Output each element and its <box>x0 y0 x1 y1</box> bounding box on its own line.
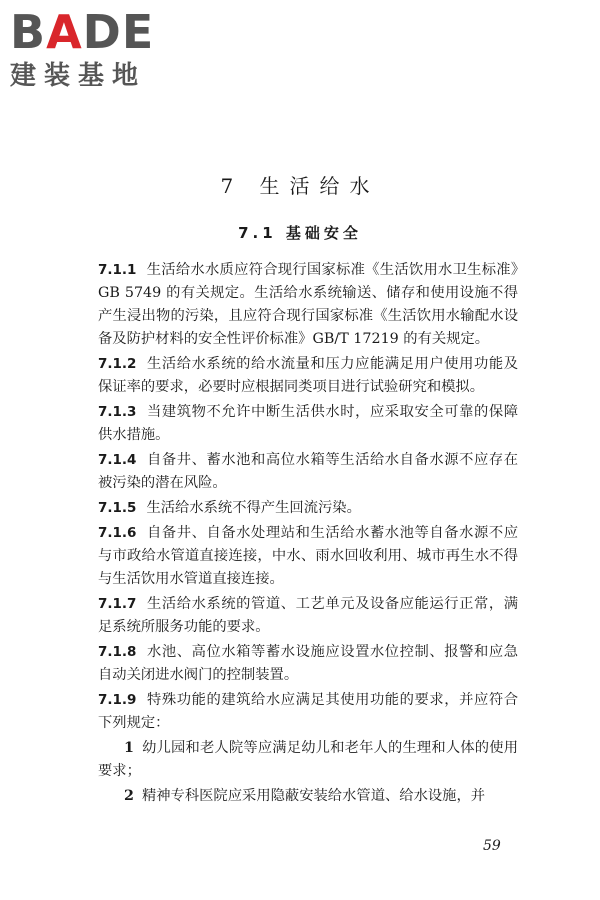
clause <box>98 401 518 447</box>
logo-wordmark: BADE <box>10 5 155 59</box>
clause <box>98 353 518 399</box>
clause-text: 生活给水系统的管道、工艺单元及设备应能运行正常，满足系统所服务功能的要求。 <box>98 596 518 635</box>
clause <box>98 449 518 495</box>
page-number: 59 <box>483 838 501 854</box>
clause-number: 7.1.1 <box>98 262 137 278</box>
clause-number: 7.1.8 <box>98 644 137 660</box>
clause-text: 自备井、自备水处理站和生活给水蓄水池等自备水源不应与市政给水管道直接连接，中水、雨水回收利用、城市再生水不得与生活饮用水管道直接连接。 <box>98 525 518 587</box>
list-item-text: 幼儿园和老人院等应满足幼儿和老年人的生理和人体的使用要求； <box>98 740 518 779</box>
list-item <box>98 737 518 783</box>
clause-text: 当建筑物不允许中断生活供水时，应采取安全可靠的保障供水措施。 <box>98 404 518 443</box>
clause-number: 7.1.5 <box>98 500 137 516</box>
clause-text: 生活给水系统不得产生回流污染。 <box>146 500 361 516</box>
list-item-number: 2 <box>124 788 134 804</box>
document-body <box>98 259 518 810</box>
clause <box>98 689 518 735</box>
clause <box>98 497 518 520</box>
clause-text: 特殊功能的建筑给水应满足其使用功能的要求，并应符合下列规定： <box>98 692 518 731</box>
clause-number: 7.1.4 <box>98 452 137 468</box>
clause-text: 生活给水系统的给水流量和压力应能满足用户使用功能及保证率的要求，必要时应根据同类项目进行试验研究和模拟。 <box>98 356 518 395</box>
chapter-title: 7 生活给水 <box>220 174 380 198</box>
list-item-number: 1 <box>124 740 134 756</box>
clause-number: 7.1.6 <box>98 525 137 541</box>
section-title: 7.1 基础安全 <box>238 224 362 242</box>
clause <box>98 593 518 639</box>
clause-text: 水池、高位水箱等蓄水设施应设置水位控制、报警和应急自动关闭进水阀门的控制装置。 <box>98 644 518 683</box>
clause-text: 生活给水水质应符合现行国家标准《生活饮用水卫生标准》GB 5749 的有关规定。生活给水系统输送、储存和使用设施不得产生浸出物的污染，且应符合现行国家标准《生活饮用水输配水设备及防护材料的安全性评价标准》GB/T 17219 的有关规定。 <box>98 262 518 347</box>
clause-number: 7.1.7 <box>98 596 137 612</box>
clause <box>98 522 518 591</box>
clause-number: 7.1.3 <box>98 404 137 420</box>
clause-text: 自备井、蓄水池和高位水箱等生活给水自备水源不应存在被污染的潜在风险。 <box>98 452 518 491</box>
logo-subtitle: 建装基地 <box>10 61 147 91</box>
clause <box>98 641 518 687</box>
brand-logo <box>10 6 180 92</box>
clause <box>98 259 518 351</box>
list-item <box>98 785 518 808</box>
clause-number: 7.1.9 <box>98 692 137 708</box>
list-item-text: 精神专科医院应采用隐蔽安装给水管道、给水设施，并 <box>141 788 486 804</box>
clause-number: 7.1.2 <box>98 356 137 372</box>
